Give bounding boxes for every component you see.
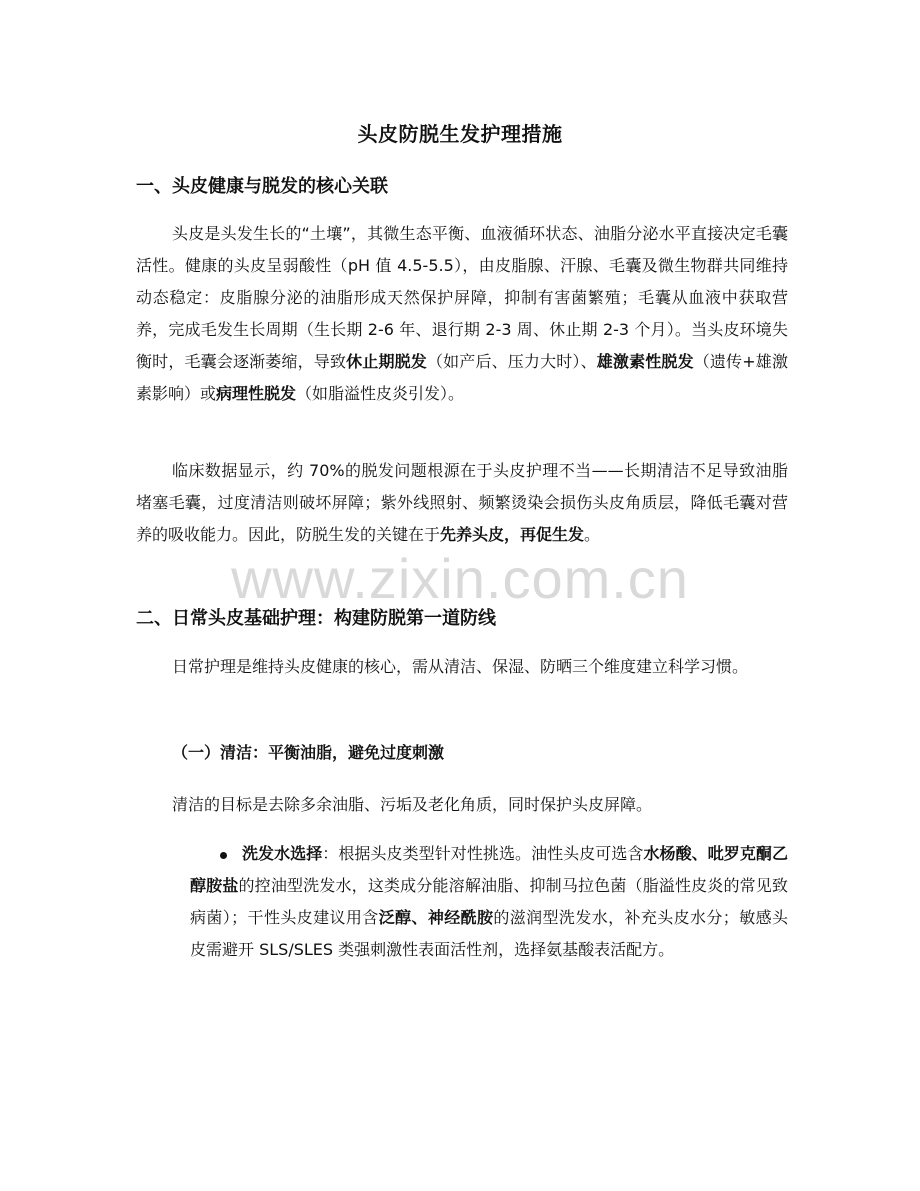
section-2-intro: 日常护理是维持头皮健康的核心，需从清洁、保湿、防晒三个维度建立科学习惯。 xyxy=(172,657,749,676)
section-1-paragraph-1 xyxy=(136,218,788,410)
text-run: 临床数据显示，约 70%的脱发问题根源在于头皮护理不当——长期清洁不足导致油脂堵塞毛囊，过度清洁则破坏屏障；紫外线照射、频繁烫染会损伤头皮角质层，降低毛囊对营养的吸收能力。因此，防脱生发的关键在于 xyxy=(136,461,788,544)
text-run: （如产后、压力大时）、 xyxy=(426,352,597,371)
bold-term: 水杨酸、吡罗克酮乙醇胺盐 xyxy=(190,844,788,895)
list-item xyxy=(190,838,788,966)
text-run: ：根据头皮类型针对性挑选。油性头皮可选含 xyxy=(322,844,644,863)
text-run: （遗传+雄激素影响）或 xyxy=(136,352,788,403)
subsection-1-text: 清洁的目标是去除多余油脂、污垢及老化角质，同时保护头皮屏障。 xyxy=(172,795,653,814)
bold-term: 病理性脱发 xyxy=(216,384,297,403)
section-1-heading: 一、头皮健康与脱发的核心关联 xyxy=(136,176,388,197)
text-run: （如脂溢性皮炎引发）。 xyxy=(296,384,465,403)
section-2-heading: 二、日常头皮基础护理：构建防脱第一道防线 xyxy=(136,608,496,629)
watermark: www.zixin.com.cn xyxy=(231,547,689,610)
bullet-label: 洗发水选择 xyxy=(242,844,323,863)
bullet-text xyxy=(190,838,788,966)
bold-term: 先养头皮，再促生发 xyxy=(440,525,585,544)
bold-term: 泛醇、神经酰胺 xyxy=(378,908,494,927)
text-run: 的控油型洗发水，这类成分能溶解油脂、抑制马拉色菌（脂溢性皮炎的常见致病菌）；干性头皮建议用含 xyxy=(190,876,788,927)
bold-term: 休止期脱发 xyxy=(346,352,427,371)
subsection-1-heading: （一）清洁：平衡油脂，避免过度刺激 xyxy=(172,743,445,762)
bullet-icon xyxy=(220,852,227,859)
text-run: 。 xyxy=(584,525,601,544)
text-run: 的滋润型洗发水，补充头皮水分；敏感头皮需避开 SLS/SLES 类强刺激性表面活性剂，选择氨基酸表活配方。 xyxy=(190,908,788,959)
page-title: 头皮防脱生发护理措施 xyxy=(357,122,563,146)
text-run: 头皮是头发生长的“土壤”，其微生态平衡、血液循环状态、油脂分泌水平直接决定毛囊活性。健康的头皮呈弱酸性（pH 值 4.5-5.5），由皮脂腺、汗腺、毛囊及微生物群共同维持动态稳定：皮脂腺分泌的油脂形成天然保护屏障，抑制有害菌繁殖；毛囊从血液中获取营养，完成毛发生长周期（生长期 2-6 年、退行期 2-3 周、休止期 2-3 个月）。当头皮环境失衡时，毛囊会逐渐萎缩，导致 xyxy=(136,224,788,371)
section-1-paragraph-2 xyxy=(136,455,788,551)
bold-term: 雄激素性脱发 xyxy=(596,352,694,371)
